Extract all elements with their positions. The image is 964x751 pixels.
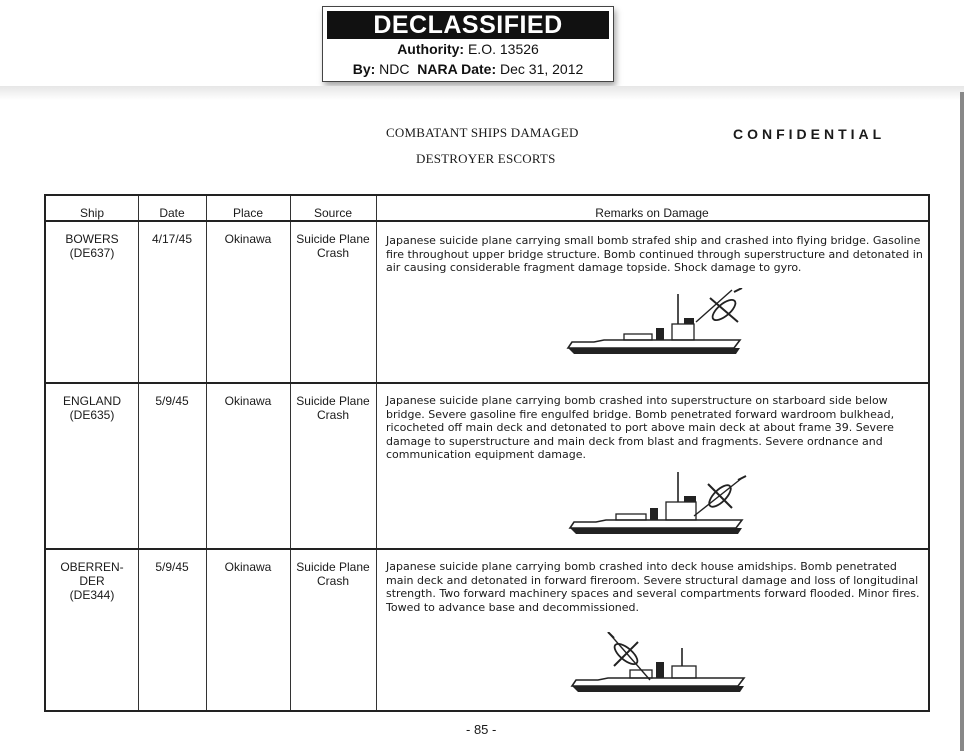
page-edge xyxy=(960,92,964,751)
hull-number: (DE344) xyxy=(69,588,115,602)
table-row-ship xyxy=(46,232,138,260)
declassified-stamp xyxy=(322,6,614,82)
row-place: Okinawa xyxy=(224,394,272,408)
hull-number: (DE635) xyxy=(69,408,115,422)
source-line-2: Crash xyxy=(316,574,349,588)
ship-damage-sketch xyxy=(568,632,758,702)
ship-name: BOWERS xyxy=(65,232,119,246)
stamp-by-label: By: xyxy=(352,61,376,77)
header-date: Date xyxy=(159,206,185,220)
ship-name-cont: DER xyxy=(79,574,105,588)
row-remarks: Japanese suicide plane carrying bomb crashed into deck house amidships. Bomb penetrated main deck and detonated in forward fireroom. Severe structural damage and loss of longitudinal strength. Two forward machinery spaces and several compartments forward flooded. Minor fires. Towed to advance base and decommissioned. xyxy=(386,560,920,614)
table-row-ship xyxy=(46,394,138,422)
header-source: Source xyxy=(313,206,353,220)
header-remarks: Remarks on Damage xyxy=(595,206,709,220)
ship-name: OBERREN- xyxy=(60,560,124,574)
stamp-by-value: NDC xyxy=(379,61,410,77)
row-date: 5/9/45 xyxy=(155,394,189,408)
source-line-1: Suicide Plane xyxy=(296,232,370,246)
stamp-nara-value: Dec 31, 2012 xyxy=(500,61,584,77)
row-place: Okinawa xyxy=(224,232,272,246)
source-line-1: Suicide Plane xyxy=(296,560,370,574)
header-ship: Ship xyxy=(79,206,105,220)
page-number: - 85 - xyxy=(466,722,497,737)
col-divider xyxy=(376,196,377,710)
stamp-title: DECLASSIFIED xyxy=(327,11,609,39)
col-divider xyxy=(290,196,291,710)
document-title: COMBATANT SHIPS DAMAGED xyxy=(386,125,579,140)
col-divider xyxy=(138,196,139,710)
scan-shadow xyxy=(0,86,964,100)
stamp-authority-value: E.O. 13526 xyxy=(467,41,539,57)
classification-label: CONFIDENTIAL xyxy=(733,126,886,142)
col-divider xyxy=(206,196,207,710)
stamp-authority xyxy=(323,39,613,59)
row-source xyxy=(290,232,376,260)
document-subtitle: DESTROYER ESCORTS xyxy=(416,151,556,166)
ship-damage-sketch xyxy=(564,288,754,366)
ship-damage-sketch xyxy=(566,472,756,544)
row-date: 4/17/45 xyxy=(151,232,193,246)
damage-table xyxy=(44,194,930,712)
stamp-nara-label: NARA Date: xyxy=(417,61,497,77)
row-remarks: Japanese suicide plane carrying bomb crashed into superstructure on starboard side below bridge. Severe gasoline fire engulfed bridge. Bomb penetrated forward wardroom bulkhead, ricocheted off main deck and detonated to port above main deck at about frame 39. Severe damage to superstructure and main deck from blast and fragments. Severe ordnance and communication equipment damage. xyxy=(386,394,895,461)
row-divider xyxy=(46,548,928,550)
stamp-authority-label: Authority: xyxy=(397,41,465,57)
header-divider xyxy=(46,220,928,222)
row-remarks: Japanese suicide plane carrying small bomb strafed ship and crashed into flying bridge. Gasoline fire throughout upper bridge structure. Bomb continued through superstructure and detonated in air causing considerable fragment damage topside. Shock damage to gyro. xyxy=(386,234,923,274)
hull-number: (DE637) xyxy=(69,246,115,260)
row-divider xyxy=(46,382,928,384)
stamp-by-line xyxy=(323,59,613,79)
row-source xyxy=(290,394,376,422)
header-place: Place xyxy=(232,206,264,220)
source-line-2: Crash xyxy=(316,408,349,422)
source-line-1: Suicide Plane xyxy=(296,394,370,408)
row-place: Okinawa xyxy=(224,560,272,574)
ship-name: ENGLAND xyxy=(62,394,121,408)
row-source xyxy=(290,560,376,588)
table-row-ship xyxy=(46,560,138,602)
row-date: 5/9/45 xyxy=(155,560,189,574)
source-line-2: Crash xyxy=(316,246,349,260)
